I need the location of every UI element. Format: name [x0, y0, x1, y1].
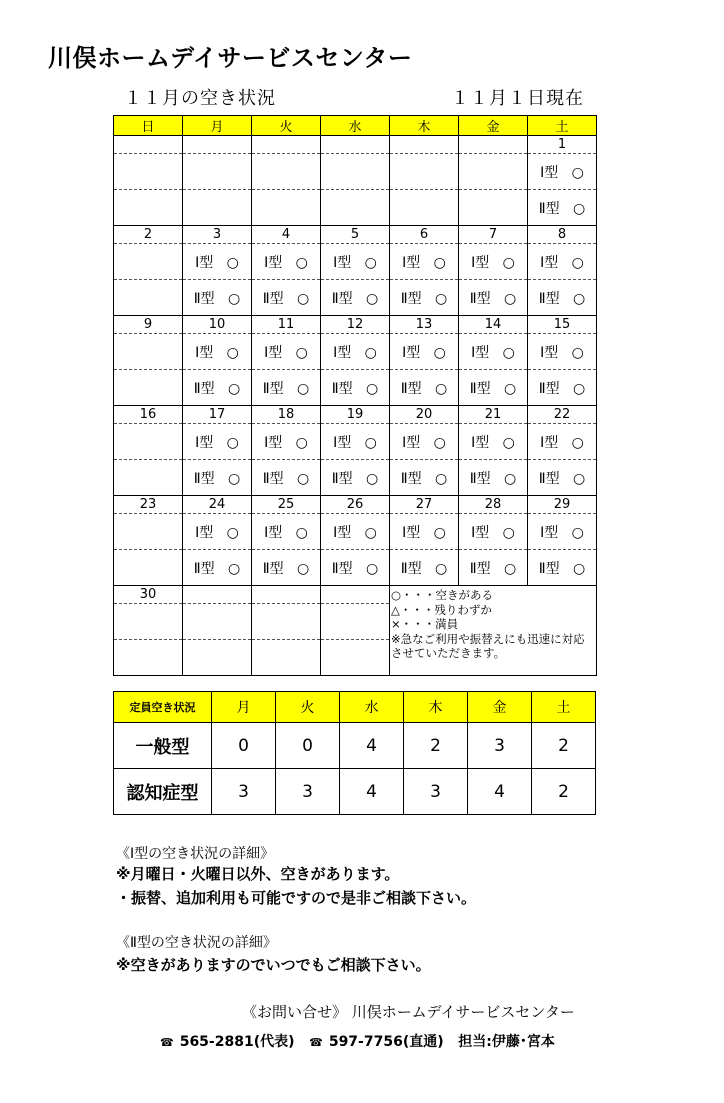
slot-type-label: Ⅱ型 [262, 290, 284, 307]
availability-status: ○ [297, 470, 310, 487]
availability-status: ○ [504, 290, 517, 307]
calendar-slot-type2 [459, 370, 528, 406]
calendar-slot-type1 [459, 334, 528, 370]
slot-type-label: Ⅱ型 [262, 560, 284, 577]
calendar-slot-type1 [459, 244, 528, 280]
availability-status: ○ [573, 470, 586, 487]
slot-type-label: Ⅰ型 [264, 344, 283, 361]
phone-icon: ☎ [160, 1036, 174, 1049]
calendar-date-row [114, 586, 597, 604]
calendar-slot-type1 [183, 244, 252, 280]
calendar-slot-type2 [321, 550, 390, 586]
legend-item: ○・・・空きがある [391, 588, 494, 602]
capacity-day-thu: 木 [404, 692, 468, 723]
calendar-slot-type1 [183, 154, 252, 190]
weekday-thu: 木 [390, 116, 459, 136]
slot-type-label: Ⅰ型 [471, 434, 490, 451]
availability-status: ○ [571, 164, 584, 181]
availability-status: ○ [226, 524, 239, 541]
availability-status: ○ [504, 560, 517, 577]
calendar-slot-type2 [528, 460, 597, 496]
calendar-slot-type2 [183, 550, 252, 586]
calendar-date [183, 586, 252, 604]
availability-status: ○ [228, 560, 241, 577]
slot-type-label: Ⅱ型 [262, 470, 284, 487]
calendar-date: 2 [114, 226, 183, 244]
calendar-slot-type2 [390, 460, 459, 496]
calendar-slot-type1 [459, 514, 528, 550]
slot-type-label: Ⅱ型 [193, 290, 215, 307]
availability-status: ○ [571, 524, 584, 541]
slot-type-label: Ⅰ型 [402, 434, 421, 451]
calendar-date [252, 136, 321, 154]
capacity-value: 2 [532, 723, 596, 769]
calendar-slot-type2 [528, 280, 597, 316]
as-of-date: １１月１日現在 [451, 88, 584, 109]
calendar-date: 16 [114, 406, 183, 424]
calendar-slot-type2 [252, 460, 321, 496]
availability-status: ○ [366, 560, 379, 577]
availability-status: ○ [295, 254, 308, 271]
weekday-fri: 金 [459, 116, 528, 136]
slot-type-label: Ⅱ型 [469, 470, 491, 487]
calendar-type2-row [114, 370, 597, 406]
capacity-day-wed: 水 [340, 692, 404, 723]
slot-type-label: Ⅰ型 [540, 434, 559, 451]
calendar-slot-type2 [183, 460, 252, 496]
calendar-slot-type2 [114, 370, 183, 406]
calendar-type2-row [114, 550, 597, 586]
availability-status: ○ [366, 470, 379, 487]
availability-status: ○ [295, 434, 308, 451]
availability-subtitle: １１月の空き状況 [124, 88, 276, 109]
slot-type-label: Ⅱ型 [331, 470, 353, 487]
calendar-slot-type2 [390, 370, 459, 406]
calendar-slot-type2 [252, 370, 321, 406]
phone-icon: ☎ [309, 1036, 323, 1049]
calendar-date: 28 [459, 496, 528, 514]
availability-status: ○ [433, 344, 446, 361]
slot-type-label: Ⅰ型 [540, 524, 559, 541]
legend [390, 586, 597, 676]
calendar-slot-type1 [321, 244, 390, 280]
calendar-slot-type2 [114, 640, 183, 676]
calendar-date: 6 [390, 226, 459, 244]
slot-type-label: Ⅰ型 [264, 524, 283, 541]
calendar-type2-row [114, 280, 597, 316]
calendar-slot-type2 [321, 460, 390, 496]
calendar-date: 17 [183, 406, 252, 424]
capacity-value: 3 [276, 769, 340, 815]
slot-type-label: Ⅱ型 [400, 290, 422, 307]
calendar-date: 26 [321, 496, 390, 514]
slot-type-label: Ⅱ型 [400, 380, 422, 397]
calendar-type1-row [114, 154, 597, 190]
capacity-day-sat: 土 [532, 692, 596, 723]
availability-status: ○ [502, 524, 515, 541]
calendar-slot-type2 [459, 280, 528, 316]
calendar-date-row [114, 136, 597, 154]
slot-type-label: Ⅱ型 [469, 290, 491, 307]
slot-type-label: Ⅱ型 [331, 380, 353, 397]
availability-status: ○ [435, 560, 448, 577]
availability-status: ○ [571, 254, 584, 271]
availability-status: ○ [226, 344, 239, 361]
weekday-wed: 水 [321, 116, 390, 136]
calendar-type2-row [114, 460, 597, 496]
type1-detail-line1: ※月曜日・火曜日以外、空きがあります。 [116, 865, 400, 883]
calendar-slot-type2 [390, 190, 459, 226]
slot-type-label: Ⅰ型 [333, 254, 352, 271]
type1-detail-line2: ・振替、追加利用も可能ですので是非ご相談下さい。 [116, 889, 477, 907]
calendar-type2-row [114, 190, 597, 226]
capacity-header-label: 定員空き状況 [114, 692, 212, 723]
slot-type-label: Ⅱ型 [193, 380, 215, 397]
availability-status: ○ [573, 290, 586, 307]
calendar-date [183, 136, 252, 154]
calendar-slot-type1 [183, 514, 252, 550]
calendar-slot-type1 [252, 244, 321, 280]
calendar-date: 15 [528, 316, 597, 334]
calendar-slot-type1 [114, 514, 183, 550]
calendar-date: 13 [390, 316, 459, 334]
calendar-slot-type1 [183, 334, 252, 370]
availability-status: ○ [571, 344, 584, 361]
slot-type-label: Ⅱ型 [331, 290, 353, 307]
calendar-slot-type1 [114, 604, 183, 640]
calendar-slot-type2 [183, 640, 252, 676]
calendar-date: 5 [321, 226, 390, 244]
capacity-value: 4 [340, 723, 404, 769]
capacity-value: 2 [532, 769, 596, 815]
availability-status: ○ [504, 470, 517, 487]
calendar-slot-type1 [528, 154, 597, 190]
calendar-type1-row [114, 424, 597, 460]
availability-status: ○ [295, 344, 308, 361]
contact-heading: 《お問い合せ》 川俣ホームデイサービスセンター [242, 1003, 575, 1021]
calendar-slot-type1 [183, 604, 252, 640]
calendar-slot-type1 [252, 424, 321, 460]
calendar-slot-type1 [390, 244, 459, 280]
capacity-value: 0 [276, 723, 340, 769]
calendar-slot-type2 [114, 550, 183, 586]
slot-type-label: Ⅱ型 [469, 380, 491, 397]
slot-type-label: Ⅰ型 [540, 344, 559, 361]
slot-type-label: Ⅰ型 [540, 164, 559, 181]
calendar-slot-type1 [528, 424, 597, 460]
capacity-day-tue: 火 [276, 692, 340, 723]
availability-status: ○ [435, 470, 448, 487]
calendar-slot-type1 [528, 514, 597, 550]
calendar-slot-type2 [528, 370, 597, 406]
calendar-slot-type1 [321, 154, 390, 190]
weekday-mon: 月 [183, 116, 252, 136]
slot-type-label: Ⅰ型 [402, 344, 421, 361]
slot-type-label: Ⅰ型 [540, 254, 559, 271]
capacity-value: 3 [404, 769, 468, 815]
calendar-date: 25 [252, 496, 321, 514]
calendar-type1-row [114, 244, 597, 280]
calendar-slot-type1 [321, 514, 390, 550]
capacity-value: 4 [340, 769, 404, 815]
availability-status: ○ [571, 434, 584, 451]
calendar-slot-type2 [114, 190, 183, 226]
calendar-date: 7 [459, 226, 528, 244]
calendar-slot-type1 [390, 334, 459, 370]
calendar-date: 30 [114, 586, 183, 604]
slot-type-label: Ⅱ型 [538, 470, 560, 487]
availability-status: ○ [364, 434, 377, 451]
capacity-value: 3 [212, 769, 276, 815]
slot-type-label: Ⅰ型 [333, 344, 352, 361]
slot-type-label: Ⅱ型 [469, 560, 491, 577]
slot-type-label: Ⅰ型 [402, 254, 421, 271]
slot-type-label: Ⅰ型 [333, 434, 352, 451]
capacity-row-label: 一般型 [114, 723, 212, 769]
slot-type-label: Ⅰ型 [471, 524, 490, 541]
calendar-slot-type2 [183, 280, 252, 316]
weekday-tue: 火 [252, 116, 321, 136]
capacity-row-dementia [114, 769, 596, 815]
calendar-slot-type2 [321, 640, 390, 676]
calendar-date: 8 [528, 226, 597, 244]
slot-type-label: Ⅰ型 [402, 524, 421, 541]
calendar-slot-type2 [321, 190, 390, 226]
calendar-date-row [114, 496, 597, 514]
slot-type-label: Ⅱ型 [193, 560, 215, 577]
slot-type-label: Ⅱ型 [538, 290, 560, 307]
calendar-date: 3 [183, 226, 252, 244]
calendar-slot-type1 [528, 244, 597, 280]
calendar-date-row [114, 316, 597, 334]
availability-status: ○ [573, 380, 586, 397]
calendar-date: 27 [390, 496, 459, 514]
capacity-value: 3 [468, 723, 532, 769]
calendar-date [390, 136, 459, 154]
calendar-date: 19 [321, 406, 390, 424]
weekday-sat: 土 [528, 116, 597, 136]
slot-type-label: Ⅰ型 [264, 434, 283, 451]
calendar-date: 23 [114, 496, 183, 514]
calendar-slot-type2 [390, 280, 459, 316]
slot-type-label: Ⅰ型 [195, 344, 214, 361]
calendar-date: 21 [459, 406, 528, 424]
calendar-date: 10 [183, 316, 252, 334]
calendar-date-row [114, 226, 597, 244]
legend-item: ※急なご利用や振替えにも迅速に対応させていただきます。 [391, 631, 585, 660]
slot-type-label: Ⅱ型 [262, 380, 284, 397]
calendar-date: 9 [114, 316, 183, 334]
phone-direct: 597-7756(直通) [328, 1034, 444, 1050]
calendar-date: 12 [321, 316, 390, 334]
calendar-slot-type1 [528, 334, 597, 370]
calendar-slot-type1 [114, 334, 183, 370]
calendar-date: 11 [252, 316, 321, 334]
calendar-date: 29 [528, 496, 597, 514]
calendar-slot-type2 [321, 370, 390, 406]
calendar-date: 1 [528, 136, 597, 154]
availability-status: ○ [295, 524, 308, 541]
calendar-date [114, 136, 183, 154]
calendar-slot-type2 [528, 190, 597, 226]
calendar-slot-type1 [321, 334, 390, 370]
calendar-slot-type1 [459, 424, 528, 460]
slot-type-label: Ⅰ型 [195, 524, 214, 541]
calendar-date: 18 [252, 406, 321, 424]
calendar-slot-type1 [114, 424, 183, 460]
availability-status: ○ [364, 254, 377, 271]
legend-item: △・・・残りわずか [391, 602, 492, 617]
page-title: 川俣ホームデイサービスセンター [48, 44, 413, 72]
availability-status: ○ [433, 434, 446, 451]
capacity-header-row [114, 692, 596, 723]
calendar-slot-type1 [459, 154, 528, 190]
calendar-slot-type2 [114, 460, 183, 496]
staff-in-charge: 担当:伊藤･宮本 [458, 1034, 555, 1050]
calendar-slot-type1 [321, 424, 390, 460]
slot-type-label: Ⅱ型 [538, 200, 560, 217]
calendar-date: 14 [459, 316, 528, 334]
slot-type-label: Ⅰ型 [264, 254, 283, 271]
availability-status: ○ [504, 380, 517, 397]
slot-type-label: Ⅱ型 [400, 560, 422, 577]
availability-status: ○ [364, 344, 377, 361]
calendar-slot-type1 [114, 154, 183, 190]
calendar-slot-type1 [321, 604, 390, 640]
availability-status: ○ [502, 344, 515, 361]
availability-status: ○ [226, 434, 239, 451]
slot-type-label: Ⅰ型 [333, 524, 352, 541]
calendar-slot-type2 [390, 550, 459, 586]
calendar-type1-row [114, 514, 597, 550]
contact-phones [160, 1031, 555, 1051]
calendar-slot-type2 [528, 550, 597, 586]
calendar-slot-type2 [459, 460, 528, 496]
calendar-slot-type2 [252, 280, 321, 316]
calendar-slot-type2 [252, 550, 321, 586]
slot-type-label: Ⅰ型 [195, 254, 214, 271]
calendar-date [459, 136, 528, 154]
availability-status: ○ [573, 560, 586, 577]
availability-status: ○ [366, 290, 379, 307]
legend-item: ×・・・満員 [391, 617, 459, 631]
calendar-slot-type1 [252, 334, 321, 370]
type2-detail-heading: 《Ⅱ型の空き状況の詳細》 [116, 935, 277, 951]
calendar-slot-type2 [321, 280, 390, 316]
capacity-value: 4 [468, 769, 532, 815]
calendar-slot-type1 [390, 154, 459, 190]
availability-status: ○ [297, 380, 310, 397]
calendar-slot-type1 [252, 514, 321, 550]
slot-type-label: Ⅰ型 [195, 434, 214, 451]
capacity-day-mon: 月 [212, 692, 276, 723]
slot-type-label: Ⅱ型 [193, 470, 215, 487]
calendar-date: 4 [252, 226, 321, 244]
availability-status: ○ [228, 470, 241, 487]
weekday-header-row [114, 116, 597, 136]
weekday-sun: 日 [114, 116, 183, 136]
availability-calendar [113, 115, 597, 676]
capacity-table [113, 691, 596, 815]
capacity-row-general [114, 723, 596, 769]
phone-main: 565-2881(代表) [179, 1034, 295, 1050]
slot-type-label: Ⅱ型 [400, 470, 422, 487]
capacity-value: 2 [404, 723, 468, 769]
calendar-slot-type2 [252, 640, 321, 676]
slot-type-label: Ⅰ型 [471, 254, 490, 271]
type1-detail-heading: 《Ⅰ型の空き状況の詳細》 [116, 846, 275, 862]
calendar-slot-type2 [459, 190, 528, 226]
capacity-row-label: 認知症型 [114, 769, 212, 815]
availability-status: ○ [297, 290, 310, 307]
calendar-slot-type1 [183, 424, 252, 460]
capacity-day-fri: 金 [468, 692, 532, 723]
availability-status: ○ [297, 560, 310, 577]
slot-type-label: Ⅱ型 [331, 560, 353, 577]
slot-type-label: Ⅰ型 [471, 344, 490, 361]
calendar-slot-type2 [183, 370, 252, 406]
calendar-date [252, 586, 321, 604]
availability-status: ○ [228, 290, 241, 307]
availability-status: ○ [502, 434, 515, 451]
type2-detail-line1: ※空きがありますのでいつでもご相談下さい。 [116, 956, 431, 974]
capacity-value: 0 [212, 723, 276, 769]
calendar-slot-type1 [252, 154, 321, 190]
availability-status: ○ [435, 380, 448, 397]
calendar-slot-type1 [252, 604, 321, 640]
calendar-date: 20 [390, 406, 459, 424]
availability-status: ○ [502, 254, 515, 271]
calendar-date [321, 586, 390, 604]
availability-status: ○ [366, 380, 379, 397]
calendar-slot-type2 [252, 190, 321, 226]
availability-status: ○ [435, 290, 448, 307]
availability-status: ○ [226, 254, 239, 271]
calendar-slot-type2 [114, 280, 183, 316]
calendar-date: 24 [183, 496, 252, 514]
availability-status: ○ [433, 254, 446, 271]
calendar-date-row [114, 406, 597, 424]
slot-type-label: Ⅱ型 [538, 380, 560, 397]
calendar-date [321, 136, 390, 154]
availability-status: ○ [573, 200, 586, 217]
slot-type-label: Ⅱ型 [538, 560, 560, 577]
calendar-type1-row [114, 334, 597, 370]
calendar-date: 22 [528, 406, 597, 424]
calendar-slot-type1 [114, 244, 183, 280]
availability-status: ○ [433, 524, 446, 541]
availability-status: ○ [364, 524, 377, 541]
calendar-slot-type1 [390, 424, 459, 460]
availability-status: ○ [228, 380, 241, 397]
calendar-slot-type1 [390, 514, 459, 550]
calendar-slot-type2 [459, 550, 528, 586]
calendar-slot-type2 [183, 190, 252, 226]
